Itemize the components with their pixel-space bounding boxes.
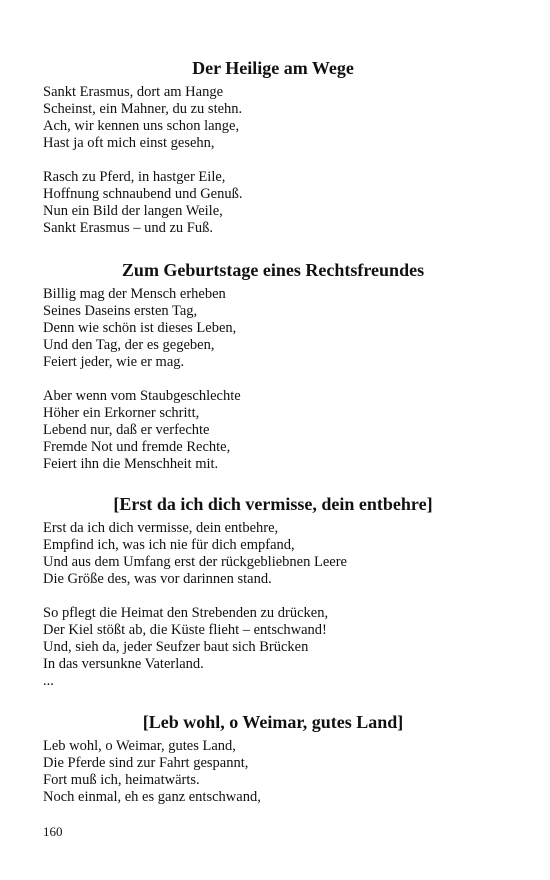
verse-line: Scheinst, ein Mahner, du zu stehn. <box>43 101 243 117</box>
poem-zum-geburtstage <box>43 259 503 490</box>
poem-title: [Leb wohl, o Weimar, gutes Land] <box>142 712 404 732</box>
verse-line: Sankt Erasmus, dort am Hange <box>43 84 224 100</box>
verse-line: Feiert ihn die Menschheit mit. <box>43 456 219 472</box>
verse-line: Denn wie schön ist dieses Leben, <box>43 320 237 336</box>
verse-line: Rasch zu Pferd, in hastger Eile, <box>43 169 226 185</box>
verse-line: Billig mag der Mensch erheben <box>43 286 226 302</box>
verse-line: Nun ein Bild der langen Weile, <box>43 203 223 219</box>
verse-line: Und aus dem Umfang erst der rückgebliebnen Leere <box>43 554 347 570</box>
verse-line: Leb wohl, o Weimar, gutes Land, <box>43 738 236 754</box>
verse-line: Aber wenn vom Staubgeschlechte <box>43 388 241 404</box>
verse-line: Fort muß ich, heimatwärts. <box>43 772 200 788</box>
stanza <box>43 286 503 371</box>
verse-line: Die Größe des, was vor darinnen stand. <box>43 571 272 587</box>
poem-der-heilige-am-wege <box>43 57 503 254</box>
verse-line: Und, sieh da, jeder Seufzer baut sich Brücken <box>43 639 309 655</box>
stanza <box>43 605 503 690</box>
verse-line: Sankt Erasmus – und zu Fuß. <box>43 220 213 236</box>
verse-line: Empfind ich, was ich nie für dich empfand, <box>43 537 295 553</box>
verse-line: Hoffnung schnaubend und Genuß. <box>43 186 243 202</box>
verse-line: In das versunkne Vaterland. <box>43 656 204 672</box>
verse-line: Die Pferde sind zur Fahrt gespannt, <box>43 755 249 771</box>
verse-line: Der Kiel stößt ab, die Küste flieht – entschwand! <box>43 622 327 638</box>
poem-title: Zum Geburtstage eines Rechtsfreundes <box>121 260 425 280</box>
verse-line: Feiert jeder, wie er mag. <box>43 354 185 370</box>
stanza <box>43 84 503 152</box>
poem-erst-da-ich-dich-vermisse <box>43 493 503 707</box>
poem-leb-wohl-o-weimar <box>43 711 503 823</box>
verse-line: Noch einmal, eh es ganz entschwand, <box>43 789 261 805</box>
verse-line: Lebend nur, daß er verfechte <box>43 422 210 438</box>
poem-title: Der Heilige am Wege <box>192 58 354 78</box>
stanza <box>43 520 503 588</box>
page-number: 160 <box>43 824 63 839</box>
verse-line: Fremde Not und fremde Rechte, <box>43 439 231 455</box>
verse-line: Höher ein Erkorner schritt, <box>43 405 200 421</box>
stanza <box>43 169 503 237</box>
verse-line: Erst da ich dich vermisse, dein entbehre, <box>43 520 279 536</box>
verse-line: So pflegt die Heimat den Strebenden zu drücken, <box>43 605 329 621</box>
verse-line: Ach, wir kennen uns schon lange, <box>43 118 240 134</box>
poem-title: [Erst da ich dich vermisse, dein entbehre] <box>113 494 433 514</box>
verse-line: Und den Tag, der es gegeben, <box>43 337 215 353</box>
ellipsis-line: ... <box>43 673 54 689</box>
stanza <box>43 738 503 806</box>
verse-line: Seines Daseins ersten Tag, <box>43 303 198 319</box>
stanza <box>43 388 503 473</box>
verse-line: Hast ja oft mich einst gesehn, <box>43 135 215 151</box>
